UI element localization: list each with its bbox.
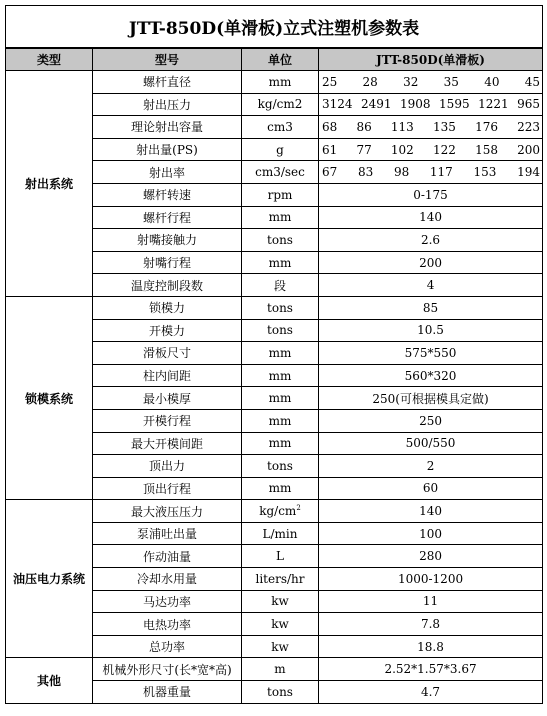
section-category: 锁模系统 [6,296,93,499]
row-item-label: 开模力 [93,319,242,342]
row-item-label: 射出量(PS) [93,138,242,161]
row-unit-text: mm [268,481,292,496]
row-value-cell: 135 [432,119,456,134]
row-unit-text: kw [271,639,289,654]
row-item-label: 最大开模间距 [93,432,242,455]
row-value-cell: 122 [432,142,456,157]
row-value: 575*550 [319,342,543,365]
row-unit-text: tons [267,232,293,247]
row-value-cell: 200 [517,142,541,157]
row-value: 4.7 [319,681,543,704]
row-unit [242,568,319,591]
row-item-label: 总功率 [93,635,242,658]
row-unit [242,116,319,139]
row-value-cell: 45 [524,74,541,89]
page-title: JTT-850D(单滑板)立式注塑机参数表 [6,6,543,49]
row-unit-text: kw [271,594,289,609]
row-value: 500/550 [319,432,543,455]
row-item-label: 射嘴行程 [93,251,242,274]
row-values-group [319,120,542,134]
row-unit-text: mm [268,210,292,225]
row-item-label: 机器重量 [93,681,242,704]
row-unit-text: tons [267,300,293,315]
row-value: 560*320 [319,364,543,387]
row-unit-text: kg/cm2 [257,97,303,112]
row-value-cell: 35 [443,74,459,89]
row-value-cell: 113 [390,119,414,134]
row-item-label: 冷却水用量 [93,568,242,591]
row-value-cell: 1595 [439,97,470,112]
section-category: 油压电力系统 [6,500,93,658]
row-value: 10.5 [319,319,543,342]
row-value-cell: 158 [475,142,498,157]
row-unit-text: mm [268,368,292,383]
row-item-label: 柱内间距 [93,364,242,387]
row-unit-text: rpm [267,187,293,202]
row-unit-text: m [274,662,286,677]
row-value-cell: 98 [393,165,410,180]
row-value-cell: 86 [356,119,372,134]
row-item-label: 顶出行程 [93,477,242,500]
row-item-label: 螺杆行程 [93,206,242,229]
row-item-label: 马达功率 [93,590,242,613]
row-values-multi [319,71,543,94]
row-unit-text: L/min [262,526,298,541]
header-model: JTT-850D(单滑板) [319,48,543,71]
row-value-cell: 61 [322,142,338,157]
row-item-label: 滑板尺寸 [93,342,242,365]
row-unit-text: kw [271,617,289,632]
row-item-label: 最小模厚 [93,387,242,410]
table-row [6,71,543,94]
section-category: 其他 [6,658,93,703]
row-value: 140 [319,206,543,229]
row-values-group [319,75,542,89]
row-unit-text: tons [267,458,293,473]
row-value-cell: 67 [322,165,338,180]
row-item-label: 射嘴接触力 [93,229,242,252]
row-unit-text: mm [268,345,292,360]
row-unit-text: mm [268,255,292,270]
row-unit-text: g [276,142,284,157]
section-category: 射出系统 [6,71,93,297]
row-item-label: 温度控制段数 [93,274,242,297]
row-value: 0-175 [319,183,543,206]
row-value-cell: 77 [356,142,372,157]
row-value-cell: 117 [429,165,453,180]
row-value-cell: 194 [517,165,540,180]
row-value: 250 [319,409,543,432]
row-values-group [319,143,542,157]
row-unit [242,138,319,161]
table-row [6,658,543,681]
title-row [6,6,543,49]
row-value: 250(可根据模具定做) [319,387,543,410]
row-value: 2.6 [319,229,543,252]
row-value: 11 [319,590,543,613]
row-value-cell: 3124 [322,97,353,112]
row-unit [242,500,319,523]
row-value-cell: 1221 [478,97,509,112]
row-value: 200 [319,251,543,274]
row-values-group [319,97,542,111]
row-item-label: 作动油量 [93,545,242,568]
row-unit [242,93,319,116]
row-unit [242,387,319,410]
row-unit [242,71,319,94]
row-unit [242,274,319,297]
row-unit [242,545,319,568]
row-item-label: 螺杆直径 [93,71,242,94]
row-unit-text: 段 [273,278,286,293]
row-unit-text: mm [268,391,292,406]
row-value: 4 [319,274,543,297]
row-unit-text: tons [267,684,293,699]
row-value: 100 [319,522,543,545]
row-value-cell: 25 [322,74,338,89]
row-value-cell: 68 [322,119,338,134]
row-item-label: 最大液压压力 [93,500,242,523]
row-unit-text: cm3 [267,119,293,134]
row-value-cell: 83 [357,165,374,180]
row-value: 7.8 [319,613,543,636]
row-value-cell: 1908 [400,97,431,112]
row-item-label: 泵浦吐出量 [93,522,242,545]
row-value-cell: 40 [484,74,500,89]
row-value-cell: 28 [362,74,378,89]
spec-table [5,5,543,704]
row-unit [242,319,319,342]
row-value: 140 [319,500,543,523]
row-values-group [319,165,542,179]
header-unit: 单位 [242,48,319,71]
header-row [6,48,543,71]
header-item: 型号 [93,48,242,71]
row-values-multi [319,138,543,161]
row-unit [242,296,319,319]
row-unit [242,432,319,455]
row-item-label: 顶出力 [93,455,242,478]
row-value-cell: 102 [390,142,414,157]
row-unit-text: L [276,549,284,564]
row-unit [242,635,319,658]
header-category: 类型 [6,48,93,71]
row-unit [242,590,319,613]
row-value: 60 [319,477,543,500]
row-unit [242,613,319,636]
row-item-label: 理论射出容量 [93,116,242,139]
row-unit [242,522,319,545]
row-unit-text: liters/hr [255,571,305,586]
row-unit-superscript: 2 [296,504,301,513]
row-value: 1000-1200 [319,568,543,591]
row-value: 2 [319,455,543,478]
spec-table-body [6,6,543,704]
row-value-cell: 176 [475,119,498,134]
row-unit-text: kg/cm [259,504,297,519]
row-unit [242,658,319,681]
row-value: 18.8 [319,635,543,658]
row-unit [242,342,319,365]
row-item-label: 电热功率 [93,613,242,636]
row-unit [242,161,319,184]
row-item-label: 开模行程 [93,409,242,432]
row-unit [242,183,319,206]
row-item-label: 机械外形尺寸(长*宽*高) [93,658,242,681]
row-unit [242,364,319,387]
row-unit [242,477,319,500]
row-value-cell: 2491 [361,97,392,112]
row-values-multi [319,93,543,116]
row-unit [242,409,319,432]
row-unit [242,229,319,252]
row-value-cell: 223 [517,119,541,134]
table-row [6,500,543,523]
row-unit-text: mm [268,74,292,89]
row-values-multi [319,116,543,139]
row-item-label: 射出压力 [93,93,242,116]
row-unit-text: tons [267,323,293,338]
row-unit-text: cm3/sec [255,165,305,180]
table-row [6,296,543,319]
row-value-cell: 153 [473,165,497,180]
row-value-cell: 965 [517,97,540,112]
row-unit [242,455,319,478]
row-unit-text: mm [268,436,292,451]
row-value: 2.52*1.57*3.67 [319,658,543,681]
row-value-cell: 32 [403,74,419,89]
row-value: 85 [319,296,543,319]
row-unit-text: mm [268,413,292,428]
row-value: 280 [319,545,543,568]
row-unit [242,206,319,229]
row-unit [242,251,319,274]
row-item-label: 射出率 [93,161,242,184]
row-item-label: 锁模力 [93,296,242,319]
row-item-label: 螺杆转速 [93,183,242,206]
row-values-multi [319,161,543,184]
row-unit [242,681,319,704]
